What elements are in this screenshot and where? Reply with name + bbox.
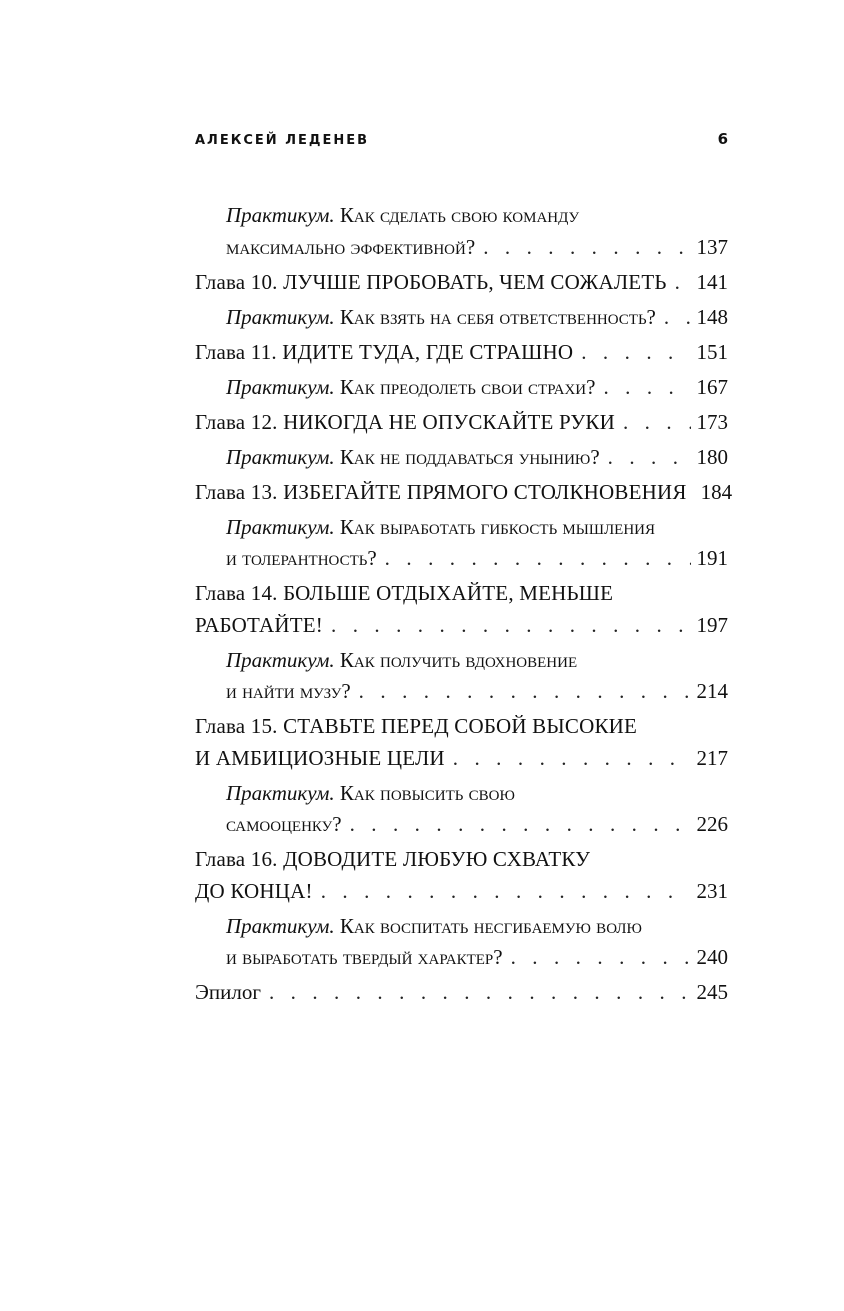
dot-leader xyxy=(511,942,691,974)
toc-entry-chapter[interactable] xyxy=(195,477,733,509)
toc-entry-title: Глава 15. СТАВЬТЕ ПЕРЕД СОБОЙ ВЫСОКИЕ xyxy=(195,714,638,738)
dot-leader xyxy=(664,302,691,334)
toc-entry-text xyxy=(226,442,600,474)
toc-entry-chapter[interactable] xyxy=(195,844,728,907)
practicum-lead: Практикум. xyxy=(226,374,335,399)
dot-leader xyxy=(608,442,691,474)
table-of-contents xyxy=(195,200,733,1012)
practicum-lead: Практикум. xyxy=(226,514,335,539)
toc-entry-title: Глава 13. ИЗБЕГАЙТЕ ПРЯМОГО СТОЛКНОВЕНИЯ xyxy=(195,479,687,504)
toc-entry-line xyxy=(226,302,728,334)
toc-entry-line xyxy=(226,372,728,404)
toc-entry-title: Глава 10. ЛУЧШЕ ПРОБОВАТЬ, ЧЕМ СОЖАЛЕТЬ xyxy=(195,269,667,294)
toc-entry-last-line xyxy=(195,876,728,908)
toc-page-number: 137 xyxy=(696,234,728,259)
toc-entry-title: Как получить вдохновение xyxy=(339,647,578,672)
toc-entry-title: Как выработать гибкость мышления xyxy=(339,514,655,539)
toc-entry-title-cont: и выработать твердый характер? xyxy=(226,945,503,969)
toc-entry-practicum[interactable] xyxy=(195,911,728,974)
toc-entry-chapter[interactable] xyxy=(195,407,728,439)
practicum-lead: Практикум. xyxy=(226,203,335,227)
toc-entry-title: Глава 14. БОЛЬШЕ ОТДЫХАЙТЕ, МЕНЬШЕ xyxy=(195,581,614,605)
toc-page-number: 151 xyxy=(696,339,728,364)
toc-page-number: 245 xyxy=(696,980,728,1004)
practicum-lead: Практикум. xyxy=(226,444,335,469)
toc-entry-title: Глава 11. ИДИТЕ ТУДА, ГДЕ СТРАШНО xyxy=(195,339,574,364)
dot-leader xyxy=(603,372,690,404)
toc-entry-first-line xyxy=(226,778,728,810)
toc-page-number: 148 xyxy=(696,304,728,329)
toc-entry-practicum[interactable] xyxy=(195,372,728,404)
toc-entry-chapter[interactable] xyxy=(195,337,728,369)
toc-entry-title-cont: И АМБИЦИОЗНЫЕ ЦЕЛИ xyxy=(195,745,445,770)
toc-entry-title: Глава 12. НИКОГДА НЕ ОПУСКАЙТЕ РУКИ xyxy=(195,409,615,434)
dot-leader xyxy=(675,267,691,299)
dot-leader xyxy=(623,407,691,439)
toc-page-number: 226 xyxy=(696,812,728,836)
toc-page-number: 191 xyxy=(696,546,728,570)
dot-leader xyxy=(385,543,691,575)
toc-entry-title: Как взять на себя ответственность? xyxy=(339,304,656,329)
toc-entry-practicum[interactable] xyxy=(195,778,728,841)
toc-entry-chapter[interactable] xyxy=(195,267,728,299)
toc-page-number: 217 xyxy=(696,745,728,770)
toc-page-number: 180 xyxy=(696,444,728,469)
toc-entry-practicum[interactable] xyxy=(195,442,728,474)
toc-page-number: 141 xyxy=(696,269,728,294)
toc-entry-line xyxy=(226,442,728,474)
author-name: АЛЕКСЕЙ ЛЕДЕНЕВ xyxy=(195,133,369,148)
toc-page-number: 173 xyxy=(696,409,728,434)
toc-entry-first-line xyxy=(226,200,728,232)
toc-entry-practicum[interactable] xyxy=(195,200,728,263)
toc-entry-first-line xyxy=(226,512,728,544)
toc-entry-text xyxy=(226,372,595,404)
toc-entry-title: Как преодолеть свои страхи? xyxy=(339,374,596,399)
toc-entry-last-line xyxy=(226,809,728,841)
dot-leader xyxy=(269,977,691,1009)
toc-entry-practicum[interactable] xyxy=(195,302,728,334)
toc-page-number: 231 xyxy=(696,878,728,903)
toc-page-number: 184 xyxy=(700,479,733,504)
toc-entry-title-cont: самооценку? xyxy=(226,812,342,836)
toc-entry-line xyxy=(195,337,728,369)
toc-entry-title: Как сделать свою команду xyxy=(339,203,580,227)
toc-entry-last-line xyxy=(226,676,728,708)
dot-leader xyxy=(321,876,691,908)
toc-entry-first-line xyxy=(226,911,728,943)
toc-entry-last-line xyxy=(226,232,728,264)
toc-entry-text xyxy=(226,302,656,334)
toc-entry-last-line xyxy=(195,743,728,775)
toc-entry-line xyxy=(195,407,728,439)
toc-entry-title: Как не поддаваться унынию? xyxy=(339,444,600,469)
toc-entry-first-line xyxy=(226,645,728,677)
toc-entry-last-line xyxy=(226,543,728,575)
toc-entry-last-line xyxy=(195,610,728,642)
toc-entry-title-cont: и найти музу? xyxy=(226,679,351,703)
toc-entry-line xyxy=(195,267,728,299)
toc-entry-title-cont: максимально эффективной? xyxy=(226,234,476,259)
toc-entry-chapter[interactable] xyxy=(195,578,728,641)
toc-entry-title-cont: ДО КОНЦА! xyxy=(195,878,313,903)
toc-entry-practicum[interactable] xyxy=(195,645,728,708)
toc-entry-title-cont: и толерантность? xyxy=(226,546,377,570)
toc-entry-title: Как повысить свою xyxy=(339,780,515,805)
toc-page-number: 167 xyxy=(696,374,728,399)
toc-entry-title: Эпилог xyxy=(195,980,261,1004)
dot-leader xyxy=(483,232,690,264)
page-number: 6 xyxy=(717,130,728,148)
toc-entry-title: Как воспитать несгибаемую волю xyxy=(339,913,642,938)
dot-leader xyxy=(350,809,691,841)
dot-leader xyxy=(359,676,691,708)
practicum-lead: Практикум. xyxy=(226,647,335,672)
toc-page-number: 240 xyxy=(696,945,728,969)
toc-entry-chapter[interactable] xyxy=(195,711,728,774)
toc-entry-epilogue[interactable] xyxy=(195,977,728,1009)
practicum-lead: Практикум. xyxy=(226,913,335,938)
dot-leader xyxy=(453,743,691,775)
toc-entry-title: Глава 16. ДОВОДИТЕ ЛЮБУЮ СХВАТКУ xyxy=(195,847,591,871)
toc-entry-line xyxy=(195,977,728,1009)
toc-entry-practicum[interactable] xyxy=(195,512,728,575)
practicum-lead: Практикум. xyxy=(226,780,335,805)
running-header xyxy=(195,130,728,148)
toc-entry-last-line xyxy=(226,942,728,974)
toc-page-number: 214 xyxy=(696,679,728,703)
toc-entry-title-cont: РАБОТАЙТЕ! xyxy=(195,612,323,637)
toc-entry-line xyxy=(195,477,733,509)
dot-leader xyxy=(331,610,691,642)
practicum-lead: Практикум. xyxy=(226,304,335,329)
dot-leader xyxy=(581,337,690,369)
toc-page-number: 197 xyxy=(696,612,728,637)
